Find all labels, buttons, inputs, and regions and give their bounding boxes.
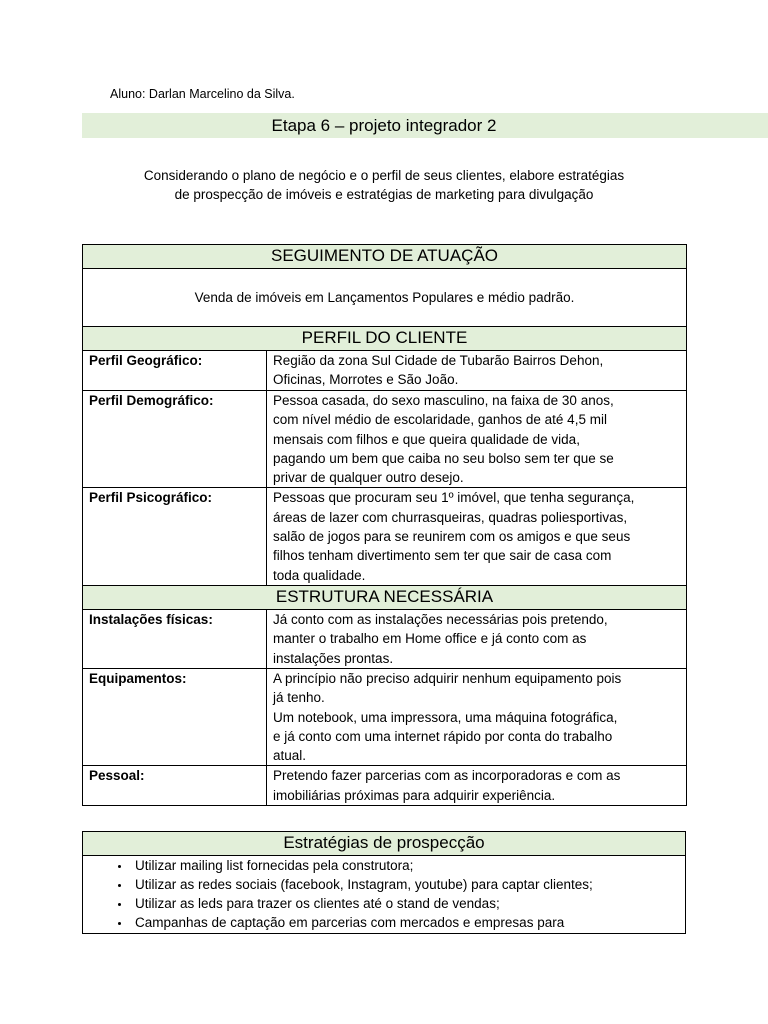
prospecting-heading: Estratégias de prospecção [83,832,686,856]
text-line: privar de qualquer outro desejo. [273,470,464,486]
intro-line: Considerando o plano de negócio e o perfil de seus clientes, elabore estratégias [143,168,625,183]
structure-heading: ESTRUTURA NECESSÁRIA [83,585,687,609]
text-line: Pessoas que procuram seu 1º imóvel, que tenha segurança, [273,490,635,506]
row-label: Pessoal: [83,766,267,806]
row-value [267,766,687,806]
prospecting-list [83,856,679,932]
text-line: Região da zona Sul Cidade de Tubarão Bairros Dehon, [273,353,604,368]
row-value [267,609,687,668]
text-line: instalações prontas. [273,650,394,666]
segment-text: Venda de imóveis em Lançamentos Populares e médio padrão. [83,269,687,327]
text-line: A princípio não preciso adquirir nenhum equipamento pois [273,670,622,686]
text-line: Já conto com as instalações necessárias pois pretendo, [273,611,608,627]
table-row [83,391,687,488]
prospecting-list-cell [83,856,686,934]
row-label: Perfil Demográfico: [83,391,267,488]
text-line: áreas de lazer com churrasqueiras, quadras poliesportivas, [273,509,628,525]
row-label: Perfil Geográfico: [83,351,267,391]
prospecting-table [82,831,686,934]
stage-title: Etapa 6 – projeto integrador 2 [271,116,497,135]
intro-line: de prospecção de imóveis e estratégias de marketing para divulgação [174,187,594,202]
row-value [267,391,687,488]
row-label: Instalações físicas: [83,609,267,668]
text-line: mensais com filhos e que queira qualidade de vida, [273,431,580,447]
text-line: Pretendo fazer parcerias com as incorporadoras e com as [273,768,621,784]
row-label: Equipamentos: [83,668,267,765]
text-line: Um notebook, uma impressora, uma máquina fotográfica, [273,709,618,725]
text-line: Oficinas, Morrotes e São João. [273,372,459,388]
text-line: salão de jogos para se reunirem com os amigos e que seus [273,529,631,545]
row-value [267,668,687,765]
table-row [83,351,687,391]
list-item: • Utilizar as leds para trazer os clientes até o stand de vendas; [131,894,679,913]
text-line: Pessoa casada, do sexo masculino, na faixa de 30 anos, [273,393,614,408]
row-value [267,351,687,391]
segment-heading: SEGUIMENTO DE ATUAÇÃO [83,245,687,269]
table-row [83,609,687,668]
text-line: atual. [273,748,307,764]
text-line: imobiliárias próximas para adquirir experiência. [273,787,556,803]
table-row [83,766,687,806]
list-item: • Utilizar mailing list fornecidas pela construtora; [131,856,679,875]
text-line: já tenho. [273,690,325,706]
text-line: toda qualidade. [273,567,366,583]
table-row [83,668,687,765]
list-item: • Campanhas de captação em parcerias com mercados e empresas para [131,913,679,932]
text-line: pagando um bem que caiba no seu bolso sem ter que se [273,450,614,466]
business-plan-table [82,244,687,806]
table-row [83,488,687,585]
intro-paragraph [100,166,668,204]
profile-heading: PERFIL DO CLIENTE [83,327,687,351]
row-value [267,488,687,585]
text-line: filhos tenham divertimento sem ter que sair de casa com [273,548,612,564]
text-line: e já conto com uma internet rápido por conta do trabalho [273,728,613,744]
student-name: Aluno: Darlan Marcelino da Silva. [110,87,295,101]
list-item: • Utilizar as redes sociais (facebook, Instagram, youtube) para captar clientes; [131,875,679,894]
text-line: com nível médio de escolaridade, ganhos de até 4,5 mil [273,412,607,428]
row-label: Perfil Psicográfico: [83,488,267,585]
text-line: manter o trabalho em Home office e já conto com as [273,631,587,647]
